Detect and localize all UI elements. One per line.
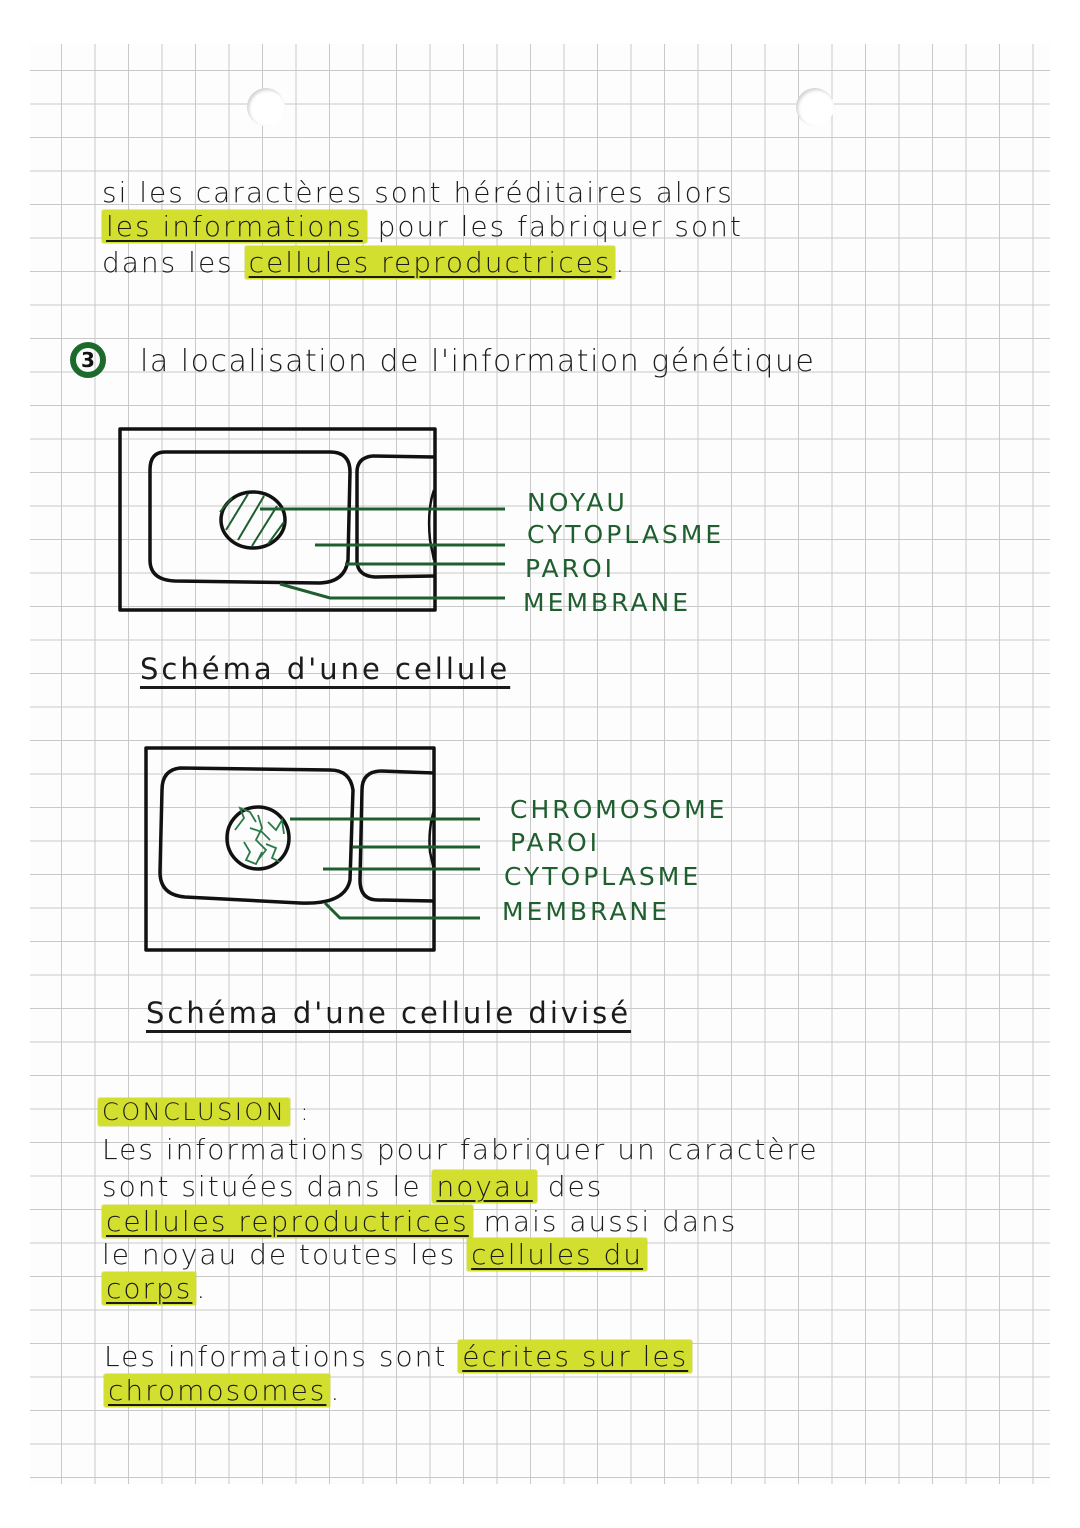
conclusion-p1-line2 <box>102 1170 603 1203</box>
highlighted-text: cellules du <box>467 1238 647 1271</box>
diagram1-label-cytoplasme: CYTOPLASME <box>527 520 725 549</box>
conclusion-text: mais aussi dans <box>472 1205 738 1238</box>
diagram2-label-paroi: PAROI <box>510 828 600 857</box>
highlighted-text: corps <box>102 1272 196 1305</box>
conclusion-text: . <box>196 1272 208 1305</box>
highlighted-text: chromosomes <box>104 1374 330 1407</box>
highlighted-text: les informations <box>102 210 367 243</box>
highlighted-text: noyau <box>432 1170 536 1203</box>
intro-text: pour les fabriquer sont <box>366 210 743 243</box>
intro-text: dans les <box>102 246 245 279</box>
conclusion-text: . <box>330 1374 342 1407</box>
conclusion-p1-line3 <box>102 1205 737 1238</box>
diagram2-label-chromosome: CHROMOSOME <box>510 795 728 824</box>
conclusion-text: des <box>536 1170 604 1203</box>
diagram2-label-membrane: MEMBRANE <box>502 897 671 926</box>
conclusion-heading <box>98 1098 311 1126</box>
highlighted-text: écrites sur les <box>458 1340 692 1373</box>
highlighted-heading: CONCLUSION <box>98 1098 290 1126</box>
diagram1-label-membrane: MEMBRANE <box>523 588 692 617</box>
highlighted-text: cellules reproductrices <box>245 246 616 279</box>
diagram2-caption: Schéma d'une cellule divisé <box>146 996 632 1030</box>
conclusion-p2-line1 <box>104 1340 692 1373</box>
intro-text: si les caractères sont héréditaires alors <box>102 176 734 209</box>
conclusion-p1-line5 <box>102 1272 207 1305</box>
conclusion-text: le noyau de toutes les <box>102 1238 468 1271</box>
conclusion-p1-line4 <box>102 1238 647 1271</box>
section-title-text: la localisation de l'information génétique <box>140 344 816 379</box>
intro-text: . <box>615 246 627 279</box>
conclusion-text: sont situées dans le <box>102 1170 433 1203</box>
conclusion-text: Les informations sont <box>104 1340 459 1373</box>
heading-colon: : <box>290 1098 311 1126</box>
conclusion-p1-line1 <box>102 1133 819 1166</box>
conclusion-text: Les informations pour fabriquer un caractère <box>102 1133 819 1166</box>
conclusion-p2-line2 <box>104 1374 341 1407</box>
diagram1-caption: Schéma d'une cellule <box>140 652 511 686</box>
section-number: 3 <box>81 348 95 372</box>
diagram1-label-paroi: PAROI <box>525 554 615 583</box>
chromosome-squiggles <box>235 808 284 864</box>
highlighted-text: cellules reproductrices <box>102 1205 473 1238</box>
diagram1-label-noyau: NOYAU <box>527 488 628 517</box>
diagram2-label-cytoplasme: CYTOPLASME <box>504 862 702 891</box>
